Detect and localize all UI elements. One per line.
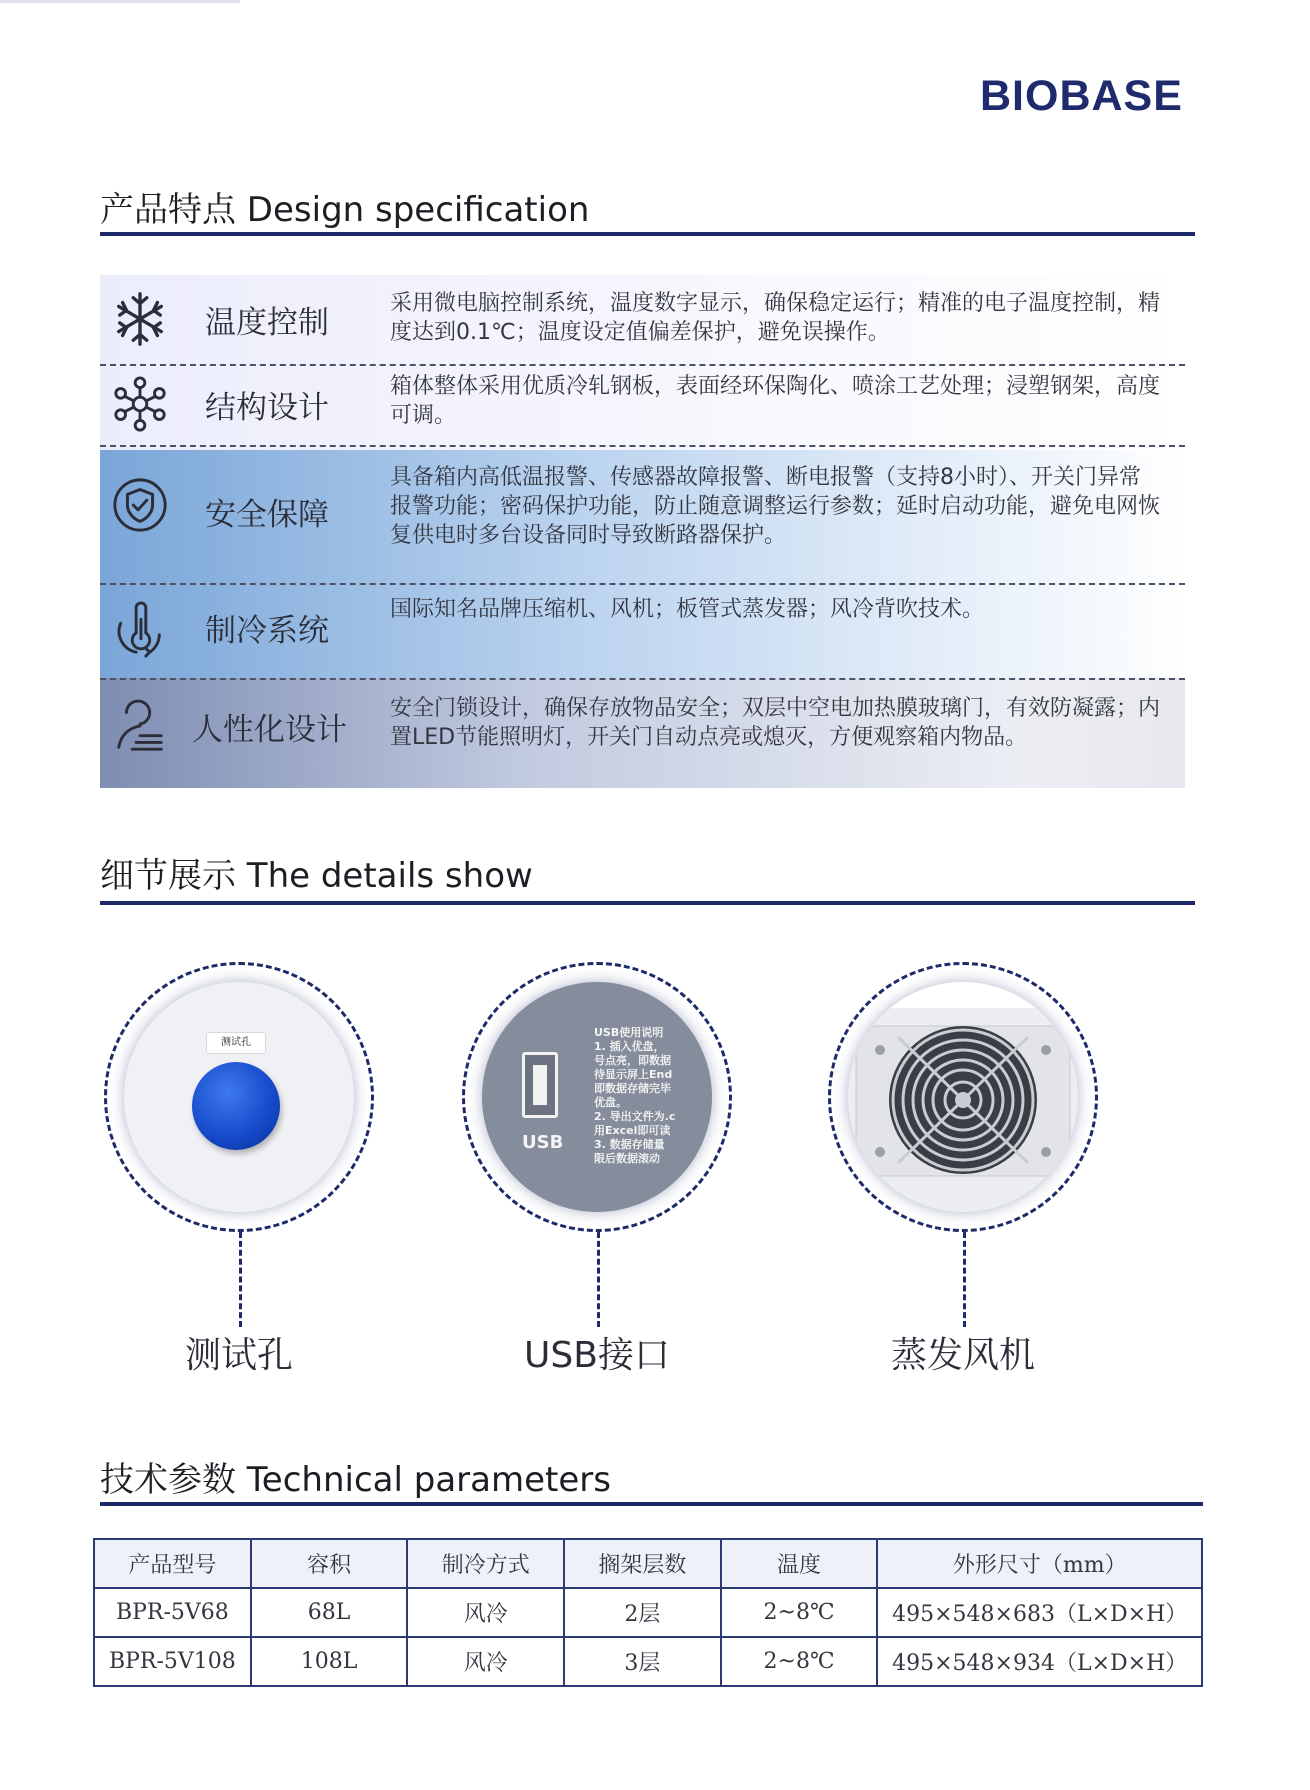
tech-section-underline — [100, 1502, 1203, 1506]
thermometer-refresh-icon — [110, 599, 170, 659]
usb-port-photo — [482, 982, 712, 1212]
feature-divider — [100, 678, 1185, 680]
table-cell: BPR-5V108 — [94, 1637, 251, 1686]
feature-name: 温度控制 — [205, 305, 329, 341]
table-cell: 2~8℃ — [721, 1637, 878, 1686]
feature-divider — [100, 364, 1185, 366]
feature-description: 箱体整体采用优质冷轧钢板，表面经环保陶化、喷涂工艺处理；浸塑钢架，高度可调。 — [390, 374, 1161, 428]
technical-parameters-table — [93, 1538, 1203, 1687]
column-header: 外形尺寸（mm） — [877, 1539, 1202, 1588]
detail-evaporator-fan — [828, 962, 1108, 1382]
molecule-structure-icon — [110, 374, 170, 434]
feature-name: 结构设计 — [205, 390, 329, 426]
design-section-underline — [100, 232, 1195, 236]
table-cell: 108L — [251, 1637, 408, 1686]
details-section-underline — [100, 901, 1195, 905]
feature-description: 采用微电脑控制系统，温度数字显示，确保稳定运行；精准的电子温度控制，精度达到0.1℃；温度设定值偏差保护，避免误操作。 — [390, 291, 1161, 345]
blue-test-hole-plug — [192, 1062, 280, 1150]
fan-grille-icon — [848, 982, 1078, 1212]
feature-divider — [100, 583, 1185, 585]
feature-description: 具备箱内高低温报警、传感器故障报警、断电报警（支持8小时）、开关门异常报警功能；密码保护功能，防止随意调整运行参数；延时启动功能，避免电网恢复供电时多台设备同时导致断路器保护。 — [390, 465, 1161, 548]
table-cell: 2~8℃ — [721, 1588, 878, 1637]
column-header: 温度 — [721, 1539, 878, 1588]
test-hole-sticker: 测试孔 — [206, 1032, 266, 1054]
table-cell: 风冷 — [407, 1637, 564, 1686]
usb-socket — [522, 1052, 558, 1118]
detail-test-hole — [104, 962, 384, 1382]
table-cell: 68L — [251, 1588, 408, 1637]
snowflake-icon — [110, 289, 170, 349]
user-care-icon — [110, 696, 170, 756]
shield-check-icon — [110, 475, 170, 535]
table-row — [94, 1588, 1202, 1637]
evaporator-fan-photo — [848, 982, 1078, 1212]
feature-description: 国际知名品牌压缩机、风机；板管式蒸发器；风冷背吹技术。 — [390, 597, 985, 622]
details-section-title: 细节展示 The details show — [100, 856, 533, 896]
table-cell: BPR-5V68 — [94, 1588, 251, 1637]
column-header: 产品型号 — [94, 1539, 251, 1588]
design-section-title: 产品特点 Design specification — [100, 190, 590, 230]
top-accent-line — [0, 0, 240, 3]
detail-label: 蒸发风机 — [890, 1335, 1035, 1376]
tech-section-title: 技术参数 Technical parameters — [100, 1460, 611, 1500]
table-cell: 495×548×934（L×D×H） — [877, 1637, 1202, 1686]
feature-description: 安全门锁设计，确保存放物品安全；双层中空电加热膜玻璃门，有效防凝露；内置LED节能照明灯，开关门自动点亮或熄灭，方便观察箱内物品。 — [390, 696, 1161, 750]
table-cell: 3层 — [564, 1637, 721, 1686]
detail-usb-port — [462, 962, 742, 1382]
detail-connector — [597, 1232, 600, 1327]
table-cell: 风冷 — [407, 1588, 564, 1637]
column-header: 搁架层数 — [564, 1539, 721, 1588]
usb-text: USB — [522, 1132, 564, 1153]
detail-connector — [963, 1232, 966, 1327]
column-header: 容积 — [251, 1539, 408, 1588]
table-header-row — [94, 1539, 1202, 1588]
table-row — [94, 1637, 1202, 1686]
detail-label: 测试孔 — [184, 1335, 293, 1376]
test-hole-photo — [124, 982, 354, 1212]
feature-name: 人性化设计 — [192, 712, 347, 748]
feature-name: 安全保障 — [205, 497, 329, 533]
feature-name: 制冷系统 — [205, 613, 329, 649]
features-panel — [100, 275, 1185, 788]
detail-connector — [239, 1232, 242, 1327]
table-cell: 2层 — [564, 1588, 721, 1637]
feature-divider — [100, 445, 1185, 447]
usb-instructions: USB使用说明 1. 插入优盘， 号点亮，即数据 待显示屏上End 即数据存储完毕 优盘。 2. 导出文件为.c 用Excel即可读 3. 数据存储量 限后数据滚动 — [594, 1026, 676, 1165]
detail-label: USB接口 — [524, 1335, 670, 1376]
table-cell: 495×548×683（L×D×H） — [877, 1588, 1202, 1637]
brand-logo: BIOBASE — [980, 72, 1183, 120]
column-header: 制冷方式 — [407, 1539, 564, 1588]
